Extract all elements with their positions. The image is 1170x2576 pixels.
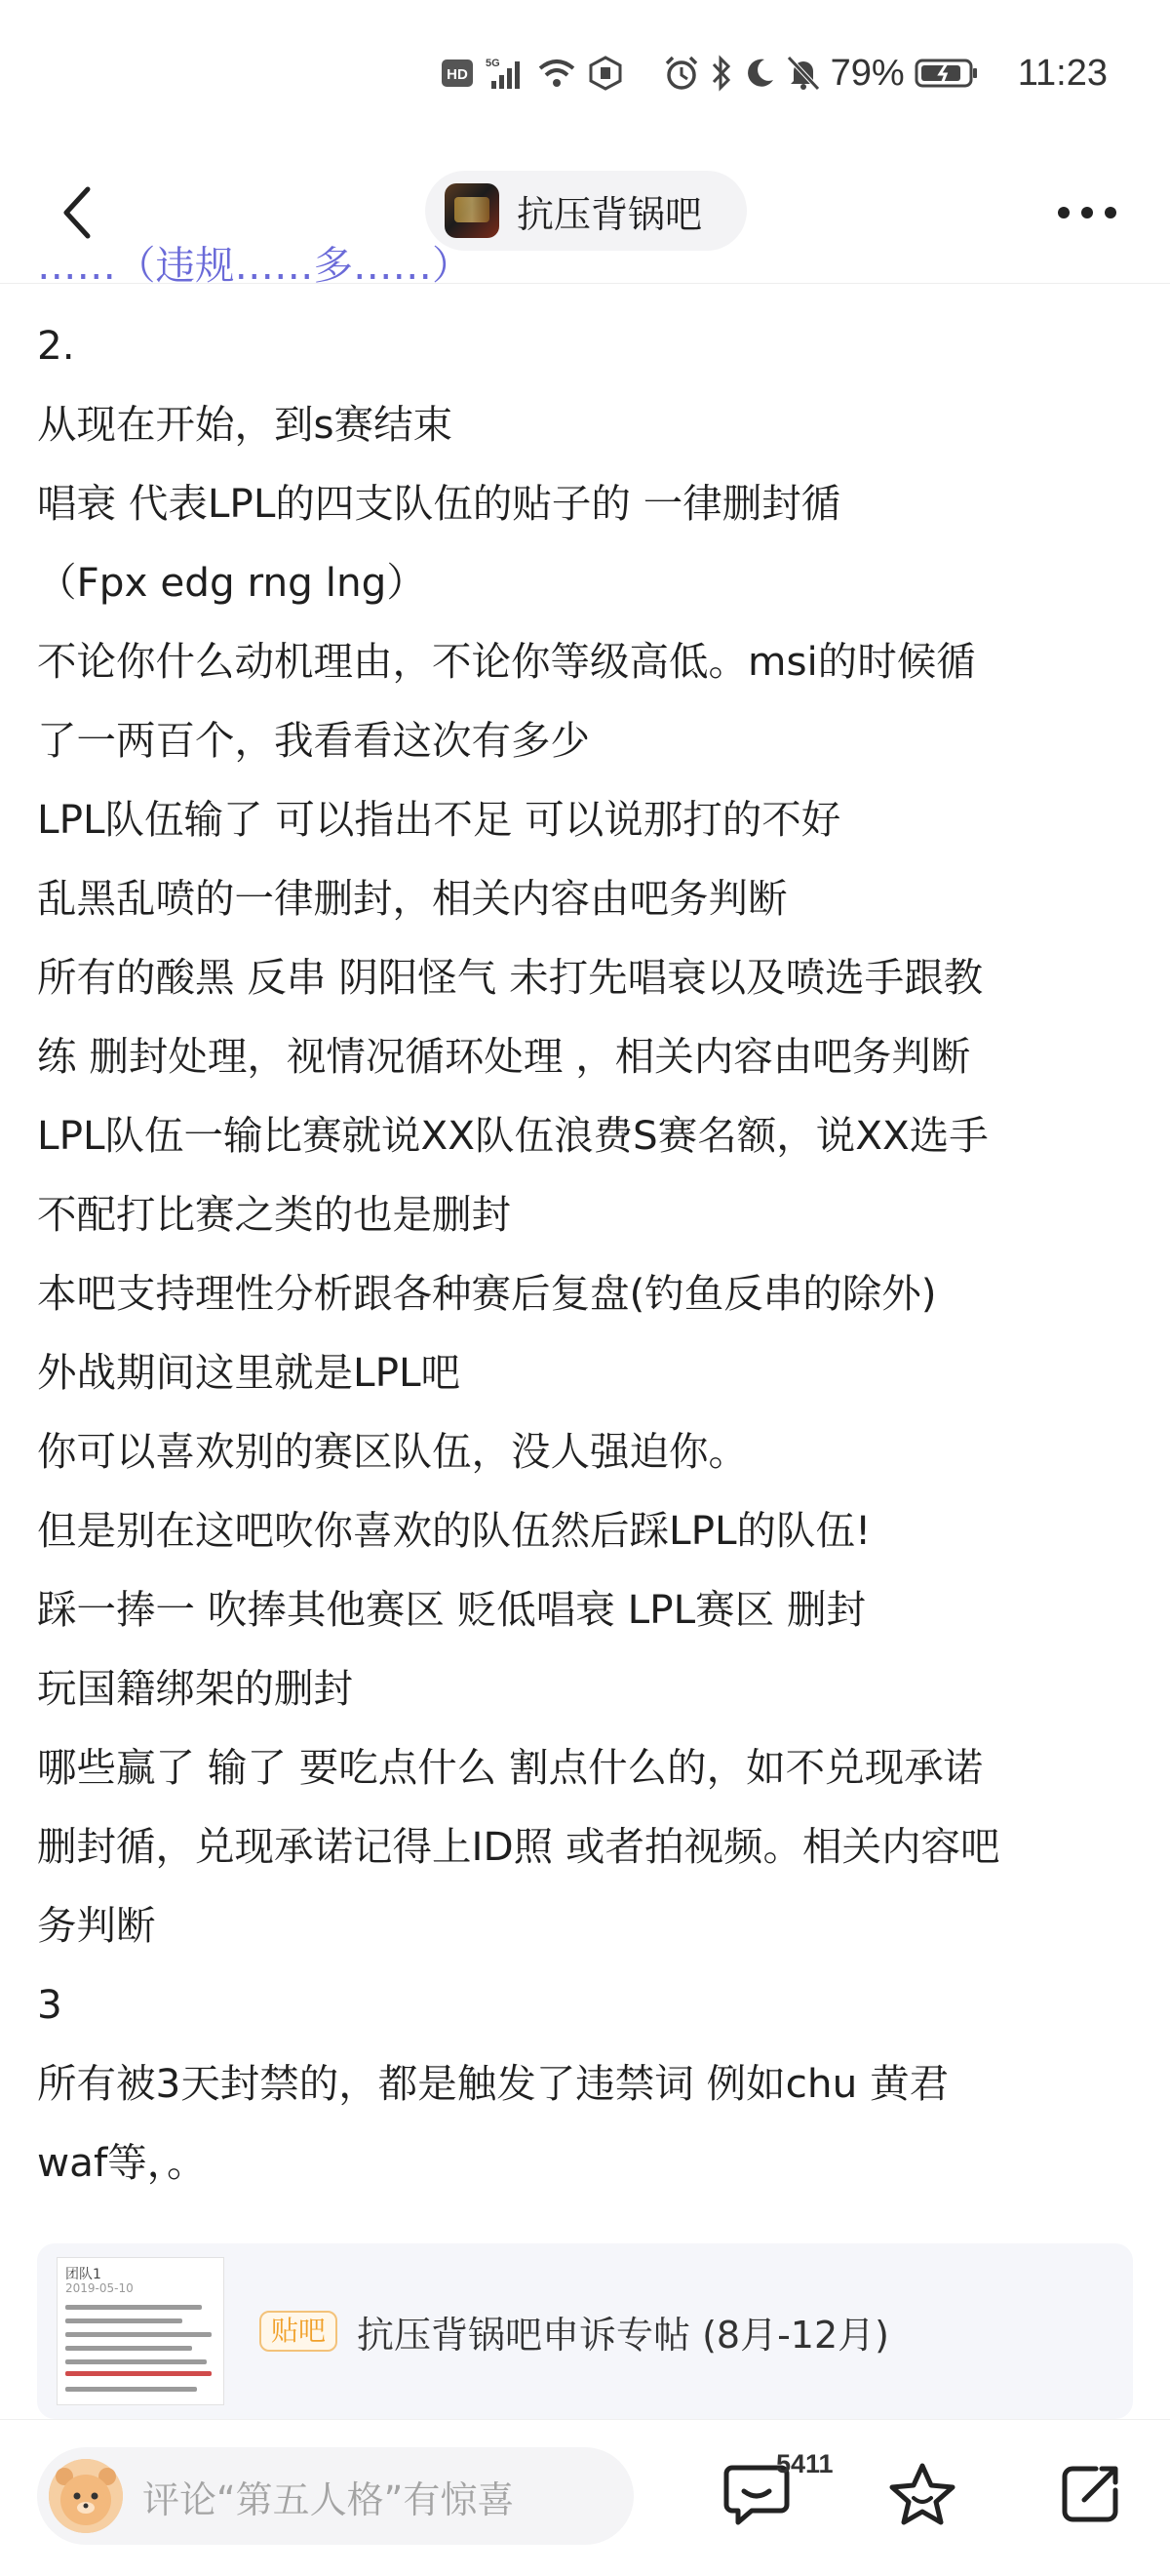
post-line: 玩国籍绑架的删封: [37, 1665, 353, 1712]
forum-name: 抗压背锅吧: [517, 192, 703, 236]
post-line: 外战期间这里就是LPL吧: [37, 1349, 461, 1396]
mute-bell-icon: [786, 54, 821, 93]
battery-percent: 79%: [830, 52, 905, 94]
post-line: 不配打比赛之类的也是删封: [37, 1191, 511, 1238]
bottom-action-bar: [0, 2419, 1170, 2576]
post-line: 所有被3天封禁的，都是触发了违禁词 例如chu 黄君: [37, 2060, 950, 2107]
post-line: 哪些赢了 输了 要吃点什么 割点什么的，如不兑现承诺: [37, 1744, 984, 1791]
post-line: 所有的酸黑 反串 阴阳怪气 未打先唱衰以及喷选手跟教: [37, 954, 984, 1001]
wifi-icon: [536, 54, 577, 93]
thumb-header: 团队1: [65, 2267, 101, 2282]
thumb-date: 2019-05-10: [65, 2281, 134, 2295]
post-line: 练 删封处理，视情况循环处理 ，相关内容由吧务判断: [37, 1033, 971, 1080]
star-icon: [888, 2461, 956, 2531]
hd-icon: [441, 54, 474, 93]
status-bar: [0, 0, 1170, 146]
thread-thumbnail: [57, 2257, 224, 2405]
post-content: [37, 242, 1139, 2202]
post-line: LPL队伍输了 可以指出不足 可以说那打的不好: [37, 796, 841, 843]
post-line: 唱衰 代表LPL的四支队伍的贴子的 一律删封循: [37, 480, 841, 527]
post-line: LPL队伍一输比赛就说XX队伍浪费S赛名额，说XX选手: [37, 1112, 989, 1159]
post-line: 但是别在这吧吹你喜欢的队伍然后踩LPL的队伍!: [37, 1507, 872, 1554]
moon-icon: [743, 54, 776, 93]
battery-icon: [915, 54, 979, 93]
comment-input[interactable]: [37, 2447, 634, 2545]
forum-entry[interactable]: [425, 171, 747, 251]
cut-off-line: ……（违规……多……）: [37, 242, 472, 289]
svg-text:HD: HD: [446, 66, 468, 83]
post-line: 务判断: [37, 1902, 156, 1949]
svg-text:5G: 5G: [485, 58, 500, 69]
clock-group: [1018, 53, 1108, 95]
linked-thread-title: 抗压背锅吧申诉专帖 (8月-12月): [357, 2313, 889, 2357]
post-line: 踩一捧一 吹捧其他赛区 贬低唱衰 LPL赛区 删封: [37, 1586, 867, 1633]
signal-icon: [484, 54, 526, 93]
share-button[interactable]: [1051, 2457, 1129, 2535]
post-line: 2.: [37, 322, 75, 369]
post-line: 删封循，兑现承诺记得上ID照 或者拍视频。相关内容吧: [37, 1823, 1000, 1870]
bear-avatar-icon: [49, 2459, 123, 2533]
post-line: 乱黑乱喷的一律删封，相关内容由吧务判断: [37, 875, 788, 922]
more-dots-icon: [1056, 205, 1118, 224]
post-line: 不论你什么动机理由，不论你等级高低。msi的时候循: [37, 638, 976, 685]
reply-count: 5411: [776, 2449, 834, 2478]
tieba-tag: 贴吧: [259, 2311, 337, 2352]
post-line: 本吧支持理性分析跟各种赛后复盘(钓鱼反串的除外): [37, 1270, 937, 1317]
post-line: 3: [37, 1981, 62, 2028]
favorite-button[interactable]: [883, 2457, 961, 2535]
comment-placeholder: 评论“第五人格”有惊喜: [142, 2477, 515, 2521]
more-button[interactable]: [1043, 176, 1131, 254]
system-icons: [663, 53, 979, 95]
post-line: waf等，。: [37, 2139, 207, 2186]
hotspot-icon: [587, 54, 624, 93]
post-line: 你可以喜欢别的赛区队伍，没人强迫你。: [37, 1428, 748, 1475]
post-line: 了一两百个，我看看这次有多少: [37, 717, 590, 764]
alarm-icon: [663, 54, 700, 93]
connectivity-icons: [441, 54, 624, 93]
post-line: 从现在开始，到s赛结束: [37, 401, 453, 448]
share-arrow-icon: [1057, 2461, 1123, 2531]
post-line: （Fpx edg rng lng）: [37, 559, 426, 606]
clock: 11:23: [1017, 52, 1108, 94]
bluetooth-icon: [710, 54, 733, 93]
linked-thread-card[interactable]: [37, 2243, 1133, 2419]
